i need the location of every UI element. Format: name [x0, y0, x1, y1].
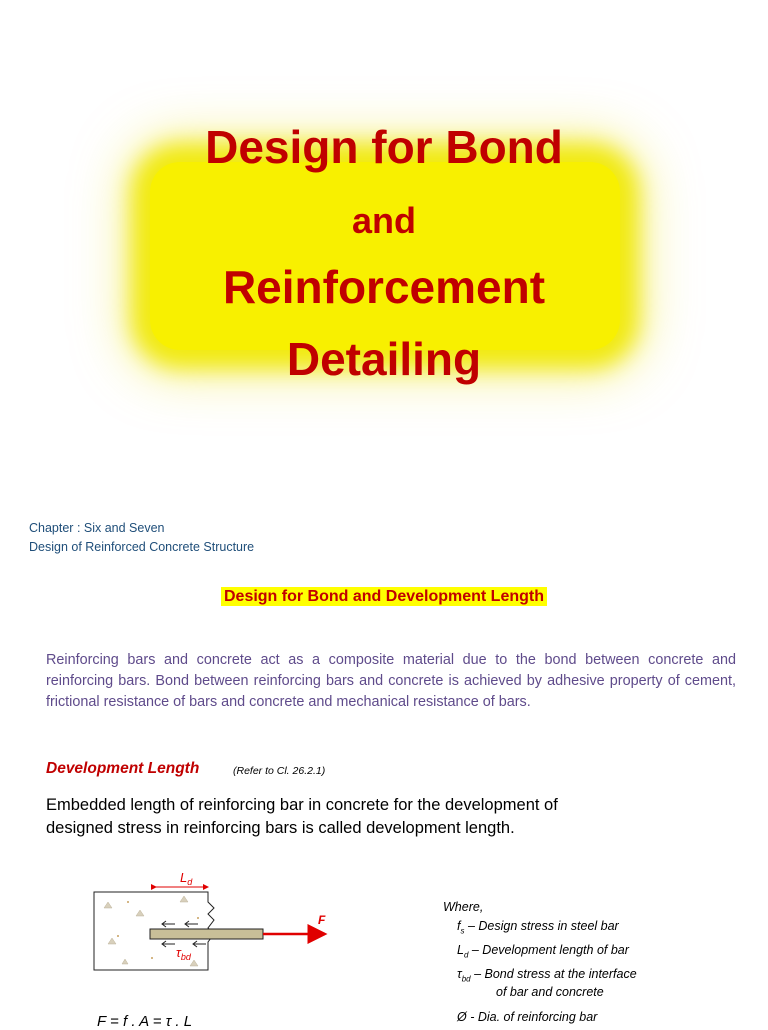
bond-formula-partial: F = f . A = τ . L	[97, 1013, 193, 1030]
dev-length-reference: (Refer to Cl. 26.2.1)	[233, 765, 326, 777]
page-title-line-3: Reinforcement	[222, 261, 546, 313]
chapter-label: Chapter : Six and Seven	[29, 521, 165, 535]
section-heading-text: Design for Bond and Development Length	[221, 587, 547, 606]
bond-diagram	[80, 862, 340, 972]
course-label: Design of Reinforced Concrete Structure	[29, 540, 255, 554]
legend-tau-cont: of bar and concrete	[496, 985, 604, 999]
page-title-line-1: Design for Bond	[205, 121, 563, 173]
bond-stress-label: $\tau_{bd}$	[176, 945, 191, 962]
section-heading	[0, 588, 768, 606]
ld-dimension-label: $L_d$	[180, 870, 193, 887]
definition-line-1: Embedded length of reinforcing bar in concrete for the development of	[46, 796, 558, 814]
title-highlight	[150, 162, 620, 350]
legend-where: Where,	[443, 900, 484, 914]
page-title-line-2: and	[351, 200, 416, 241]
legend-ld: $L_d$ – Development length of bar	[457, 943, 629, 960]
force-label: F	[318, 913, 326, 927]
definition-line-2: designed stress in reinforcing bars is called development length.	[46, 819, 515, 837]
dev-length-definition	[46, 794, 686, 840]
intro-paragraph: Reinforcing bars and concrete act as a composite material due to the bond between concrete and reinforcing bars. Bond between reinforcing bars and concrete is achieved by adhesive property of cement, frictional resistance of bars and concrete and mechanical resistance of bars.	[46, 652, 736, 710]
page-title-line-4: Detailing	[286, 333, 482, 385]
reinforcing-bar	[150, 929, 263, 939]
legend-fs: $f_s$ – Design stress in steel bar	[457, 919, 619, 936]
legend-phi: Ø - Dia. of reinforcing bar	[457, 1010, 598, 1024]
legend-tau: $\tau_{bd}$ – Bond stress at the interface	[457, 967, 637, 984]
dev-length-heading: Development Length	[46, 760, 200, 777]
